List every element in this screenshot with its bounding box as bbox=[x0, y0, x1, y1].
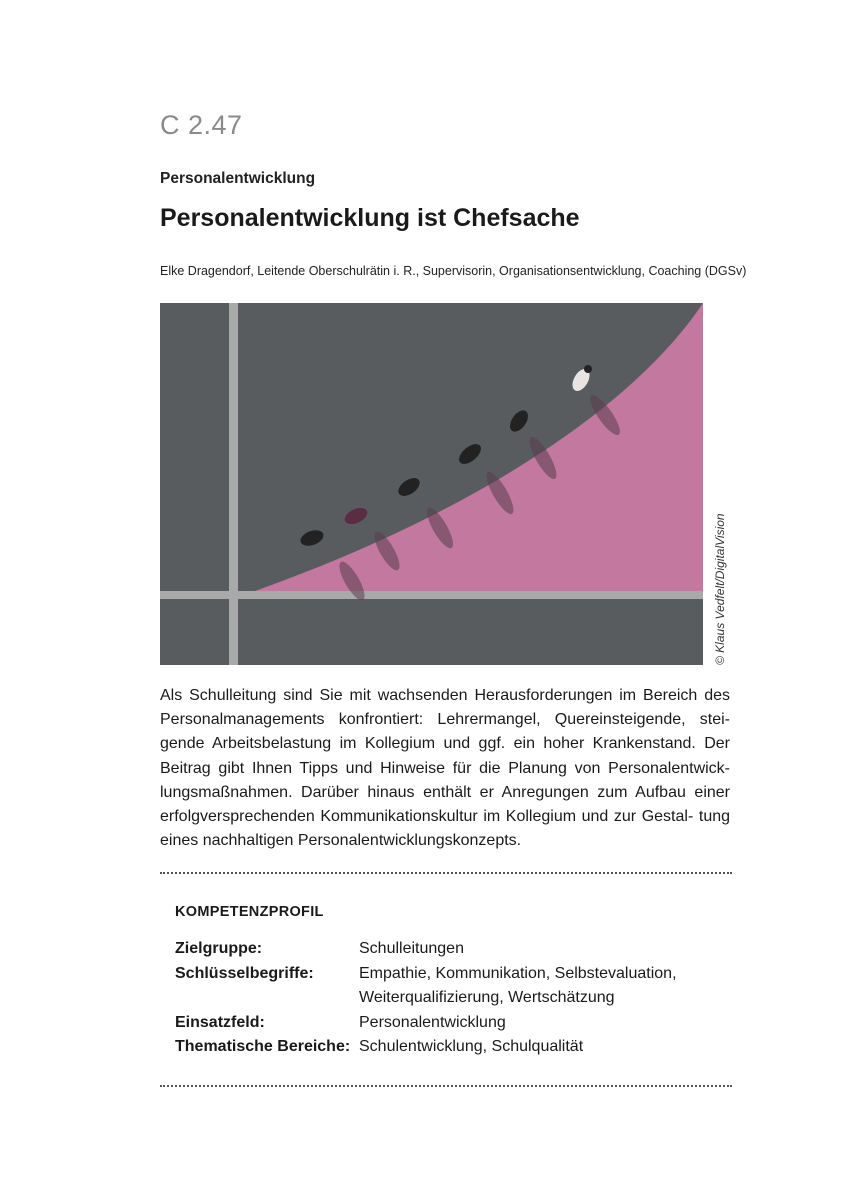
abstract-line: Als Schulleitung sind Sie mit wachsenden Herausforderungen im Bereich des bbox=[160, 687, 730, 704]
profile-row-zielgruppe bbox=[175, 937, 735, 962]
profile-value bbox=[359, 1011, 735, 1036]
vertical-road-line bbox=[229, 303, 238, 665]
profile-term: Zielgruppe: bbox=[175, 940, 263, 957]
profile-term: Schlüsselbegriffe: bbox=[175, 964, 314, 982]
profile-heading: KOMPETENZPROFIL bbox=[175, 904, 324, 920]
horizontal-road-line bbox=[160, 591, 703, 599]
profile-value-line: Weiterqualifizierung, Wertschätzung bbox=[359, 989, 615, 1006]
page-title: Personalentwicklung ist Chefsache bbox=[160, 204, 580, 232]
profile-row-thematische-bereiche bbox=[175, 1035, 735, 1060]
profile-term: Thematische Bereiche: bbox=[175, 1038, 351, 1055]
photo-credit: © Klaus Vedfelt/DigitalVision bbox=[713, 513, 727, 665]
cover-photo bbox=[160, 303, 703, 665]
abstract-line: erfolgversprechenden Kommunikationskultur im Kollegium und zur Gestal- bbox=[160, 808, 694, 826]
profile-term: Einsatzfeld: bbox=[175, 1013, 265, 1031]
abstract-line: gende Arbeitsbelastung im Kollegium und ggf. ein hoher Krankenstand. Der bbox=[160, 735, 730, 753]
author-line: Elke Dragendorf, Leitende Oberschulrätin i. R., Supervisorin, Organisationsentwicklung, Coaching (DGSv) bbox=[160, 264, 747, 278]
profile-value bbox=[359, 962, 735, 1011]
profile-row-einsatzfeld bbox=[175, 1011, 735, 1036]
profile-value bbox=[359, 1035, 735, 1060]
abstract-line: lungsmaßnahmen. Darüber hinaus enthält er Anregungen zum Aufbau einer bbox=[160, 783, 730, 801]
profile-value-line: Personalentwicklung bbox=[359, 1013, 506, 1031]
profile-value-line: Schulleitungen bbox=[359, 940, 464, 957]
person-head bbox=[584, 365, 592, 373]
divider-bottom bbox=[160, 1085, 732, 1087]
competence-profile bbox=[175, 937, 735, 1060]
abstract-text bbox=[160, 684, 730, 853]
profile-value-line: Schulentwicklung, Schulqualität bbox=[359, 1038, 584, 1055]
abstract-line: Beitrag gibt Ihnen Tipps und Hinweise für die Planung von Personalentwick- bbox=[160, 759, 730, 777]
profile-value bbox=[359, 937, 735, 962]
divider-top bbox=[160, 872, 732, 874]
profile-row-schluesselbegriffe bbox=[175, 962, 735, 1011]
profile-value-line: Empathie, Kommunikation, Selbstevaluation, bbox=[359, 964, 677, 982]
abstract-line: Personalmanagements konfrontiert: Lehrermangel, Quereinsteigende, stei- bbox=[160, 711, 730, 729]
category-label: Personalentwicklung bbox=[160, 170, 316, 187]
chapter-code: C 2.47 bbox=[160, 110, 243, 140]
abstract-line: tung eines nachhaltigen Personalentwicklungskonzepts. bbox=[160, 808, 731, 850]
